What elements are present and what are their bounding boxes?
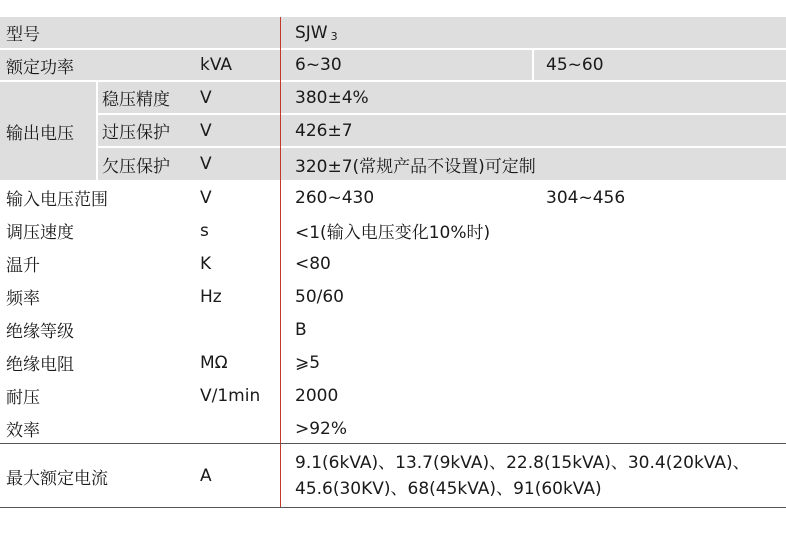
current-top-rule xyxy=(0,443,786,444)
model-row xyxy=(0,17,786,48)
output-voltage-value-cell xyxy=(281,148,786,180)
spec-unit-cell xyxy=(196,379,280,412)
spec-row xyxy=(0,247,786,280)
spec-label: 温升 xyxy=(6,256,40,276)
spec-unit-cell xyxy=(196,280,280,313)
power-label: 额定功率 xyxy=(6,57,74,78)
spec-label: 绝缘等级 xyxy=(6,322,74,342)
spec-label-cell xyxy=(0,247,196,280)
output-voltage-name: 稳压精度 xyxy=(102,90,170,110)
output-voltage-unit: V xyxy=(200,154,212,174)
output-voltage-unit-cell xyxy=(196,115,280,146)
output-voltage-value-cell xyxy=(281,82,786,113)
current-unit-cell xyxy=(196,445,280,507)
power-value-1-cell xyxy=(281,50,532,80)
output-voltage-row xyxy=(0,82,786,113)
spec-label: 绝缘电阻 xyxy=(6,355,74,375)
spec-unit-cell xyxy=(196,346,280,379)
spec-unit-cell xyxy=(196,181,280,214)
output-voltage-row xyxy=(0,148,786,180)
spec-unit: K xyxy=(200,253,212,274)
spec-row xyxy=(0,181,786,214)
output-voltage-unit-cell xyxy=(196,82,280,113)
current-label: 最大额定电流 xyxy=(6,468,108,489)
spec-row xyxy=(0,346,786,379)
spec-value-2-cell xyxy=(534,181,786,214)
power-value-1: 6~30 xyxy=(295,55,342,75)
spec-row xyxy=(0,379,786,412)
output-voltage-value: 320±7(常规产品不设置)可定制 xyxy=(295,156,536,177)
current-value-line-1: 9.1(6kVA)、13.7(9kVA)、22.8(15kVA)、30.4(20kVA)、 xyxy=(295,453,750,473)
spec-unit-cell xyxy=(196,247,280,280)
spec-value-cell xyxy=(281,214,786,247)
spec-value: <80 xyxy=(295,253,331,274)
spec-row xyxy=(0,214,786,247)
spec-unit-cell xyxy=(196,313,280,346)
model-value: SJW xyxy=(295,22,328,43)
spec-value-cell xyxy=(281,313,786,346)
spec-value-cell xyxy=(281,280,786,313)
current-value-cell xyxy=(281,445,786,507)
spec-label-cell xyxy=(0,346,196,379)
table-bottom-rule xyxy=(0,507,786,508)
spec-label: 效率 xyxy=(6,421,40,441)
model-label-cell xyxy=(0,17,280,48)
current-unit: A xyxy=(200,466,212,486)
output-voltage-name-cell xyxy=(98,82,196,113)
spec-value-2: 304~456 xyxy=(546,187,626,208)
output-voltage-row xyxy=(0,115,786,146)
spec-value: B xyxy=(295,319,307,340)
spec-label-cell xyxy=(0,280,196,313)
spec-row xyxy=(0,412,786,445)
spec-label-cell xyxy=(0,181,196,214)
spec-unit: V xyxy=(200,187,212,208)
output-voltage-name: 欠压保护 xyxy=(102,156,170,177)
spec-label-cell xyxy=(0,313,196,346)
spec-unit: V/1min xyxy=(200,385,261,406)
current-value-line-2: 45.6(30KV)、68(45kVA)、91(60kVA) xyxy=(295,479,602,499)
output-voltage-unit: V xyxy=(200,120,212,141)
spec-value-cell xyxy=(281,412,786,445)
spec-unit-cell xyxy=(196,412,280,445)
output-voltage-unit-cell xyxy=(196,148,280,180)
power-unit: kVA xyxy=(200,55,233,75)
power-value-2: 45~60 xyxy=(546,55,604,75)
spec-value-cell xyxy=(281,181,534,214)
spec-row xyxy=(0,313,786,346)
power-value-2-cell xyxy=(534,50,786,80)
spec-value-cell xyxy=(281,379,786,412)
output-voltage-name-cell xyxy=(98,115,196,146)
spec-value: >92% xyxy=(295,418,348,439)
spec-unit: s xyxy=(200,220,209,241)
spec-label: 频率 xyxy=(6,289,40,309)
power-label-cell xyxy=(0,50,196,80)
power-unit-cell xyxy=(196,50,280,80)
model-label: 型号 xyxy=(6,25,40,45)
current-label-cell xyxy=(0,445,196,507)
output-voltage-value: 426±7 xyxy=(295,120,353,141)
spec-label: 耐压 xyxy=(6,388,40,408)
spec-unit-cell xyxy=(196,214,280,247)
column-divider xyxy=(280,17,281,508)
spec-value: 260~430 xyxy=(295,187,375,208)
output-voltage-value: 380±4% xyxy=(295,87,369,108)
spec-label: 调压速度 xyxy=(6,223,74,243)
spec-value: 50/60 xyxy=(295,286,344,307)
model-value-cell xyxy=(281,17,786,48)
output-voltage-name-cell xyxy=(98,148,196,180)
spec-value-cell xyxy=(281,346,786,379)
output-voltage-label: 输出电压 xyxy=(6,123,74,144)
spec-row xyxy=(0,280,786,313)
output-voltage-unit: V xyxy=(200,87,212,108)
spec-label-cell xyxy=(0,412,196,445)
spec-label: 输入电压范围 xyxy=(6,190,108,210)
spec-label-cell xyxy=(0,379,196,412)
model-subscript: 3 xyxy=(330,30,338,43)
current-row xyxy=(0,445,786,507)
spec-value: <1(输入电压变化10%时) xyxy=(295,223,491,243)
output-voltage-value-cell xyxy=(281,115,786,146)
spec-unit: MΩ xyxy=(200,352,228,373)
output-voltage-name: 过压保护 xyxy=(102,123,170,143)
power-row xyxy=(0,50,786,80)
spec-unit: Hz xyxy=(200,286,222,307)
spec-value: ⩾5 xyxy=(295,352,321,373)
spec-value: 2000 xyxy=(295,385,339,406)
spec-label-cell xyxy=(0,214,196,247)
spec-value-cell xyxy=(281,247,786,280)
